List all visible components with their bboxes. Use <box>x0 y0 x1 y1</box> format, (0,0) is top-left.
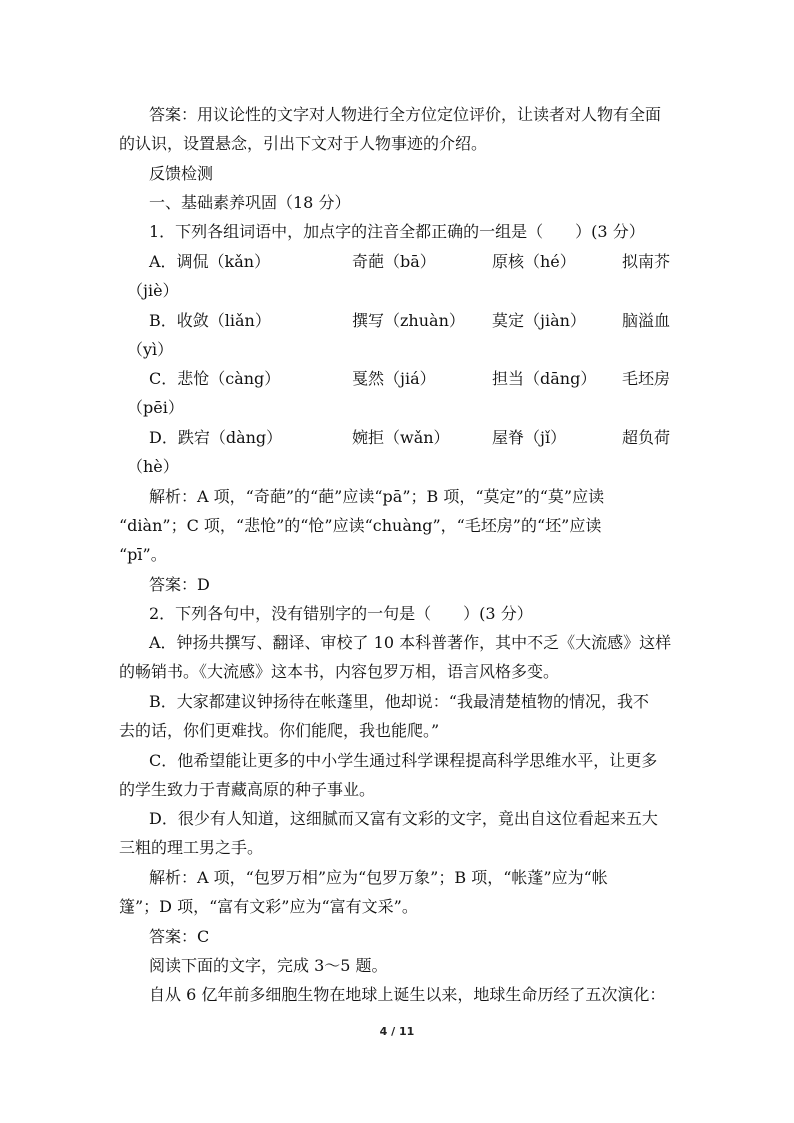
question-2-option-c: C．他希望能让更多的中小学生通过科学课程提高科学思维水平，让更多 <box>149 751 658 770</box>
option-word: 担当（dāng） <box>492 369 597 388</box>
analysis-line: 解析：A 项，“奇葩”的“葩”应读“pā”；B 项，“莫定”的“莫”应读 <box>149 487 605 506</box>
analysis-line: 解析：A 项，“包罗万相”应为“包罗万象”；B 项，“帐蓬”应为“帐 <box>149 868 608 887</box>
option-word: 屋脊（jǐ） <box>492 428 567 447</box>
option-word: C．悲怆（càng） <box>149 369 281 388</box>
analysis-line-continued: 篷”；D 项，“富有文彩”应为“富有文采”。 <box>119 897 418 916</box>
option-continuation: （jiè） <box>127 281 179 300</box>
question-2-option-a: A．钟扬共撰写、翻译、审校了 10 本科普著作，其中不乏《大流感》这样 <box>149 633 672 652</box>
reading-instruction: 阅读下面的文字，完成 3～5 题。 <box>149 956 388 975</box>
option-word: 拟南芥 <box>622 252 671 271</box>
question-2: 2．下列各句中，没有错别字的一句是（ ）(3 分） <box>149 604 533 623</box>
answer-line: 答案：D <box>149 575 210 594</box>
question-2-option-b: B．大家都建议钟扬待在帐蓬里，他却说：“我最清楚植物的情况，我不 <box>149 692 649 711</box>
page-number: 4 / 11 <box>379 1025 415 1038</box>
question-2-option-a-continued: 的畅销书。《大流感》这本书，内容包罗万相，语言风格多变。 <box>119 662 560 681</box>
option-word: A．调侃（kǎn） <box>149 252 271 271</box>
option-word: 超负荷 <box>622 428 671 447</box>
option-word: 奇葩（bā） <box>352 252 436 271</box>
question-2-option-d: D．很少有人知道，这细腻而又富有文彩的文字，竟出自这位看起来五大 <box>149 809 658 828</box>
section-heading-feedback: 反馈检测 <box>149 164 214 183</box>
option-word: B．收敛（liǎn） <box>149 311 271 330</box>
option-continuation: （yì） <box>127 340 174 359</box>
section-heading-basics: 一、基础素养巩固（18 分） <box>149 193 351 212</box>
passage-line: 自从 6 亿年前多细胞生物在地球上诞生以来，地球生命历经了五次演化： <box>149 985 666 1004</box>
analysis-line-continued: “pī”。 <box>119 545 167 564</box>
option-continuation: （pēi） <box>127 398 184 417</box>
question-1: 1．下列各组词语中，加点字的注音全都正确的一组是（ ）(3 分） <box>149 222 645 241</box>
option-word: 脑溢血 <box>622 311 671 330</box>
question-2-option-c-continued: 的学生致力于青藏高原的种子事业。 <box>119 780 376 799</box>
option-word: 毛坯房 <box>622 369 671 388</box>
option-continuation: （hè） <box>127 457 179 476</box>
analysis-line-continued: “diàn”；C 项，“悲怆”的“怆”应读“chuàng”，“毛坯房”的“坯”应读 <box>119 516 602 535</box>
question-2-option-b-continued: 去的话，你们更难找。你们能爬，我也能爬。” <box>119 721 440 740</box>
answer-line: 答案：C <box>149 927 210 946</box>
option-word: 戛然（jiá） <box>352 369 436 388</box>
answer-line: 答案：用议论性的文字对人物进行全方位定位评价，让读者对人物有全面 <box>149 105 662 124</box>
option-word: 婉拒（wǎn） <box>352 428 450 447</box>
option-word: 撰写（zhuàn） <box>352 311 465 330</box>
question-2-option-d-continued: 三粗的理工男之手。 <box>119 838 264 857</box>
answer-line-continued: 的认识，设置悬念，引出下文对于人物事迹的介绍。 <box>119 134 488 153</box>
option-word: 原核（hé） <box>492 252 576 271</box>
option-word: 莫定（jiàn） <box>492 311 586 330</box>
option-word: D．跌宕（dàng） <box>149 428 283 447</box>
